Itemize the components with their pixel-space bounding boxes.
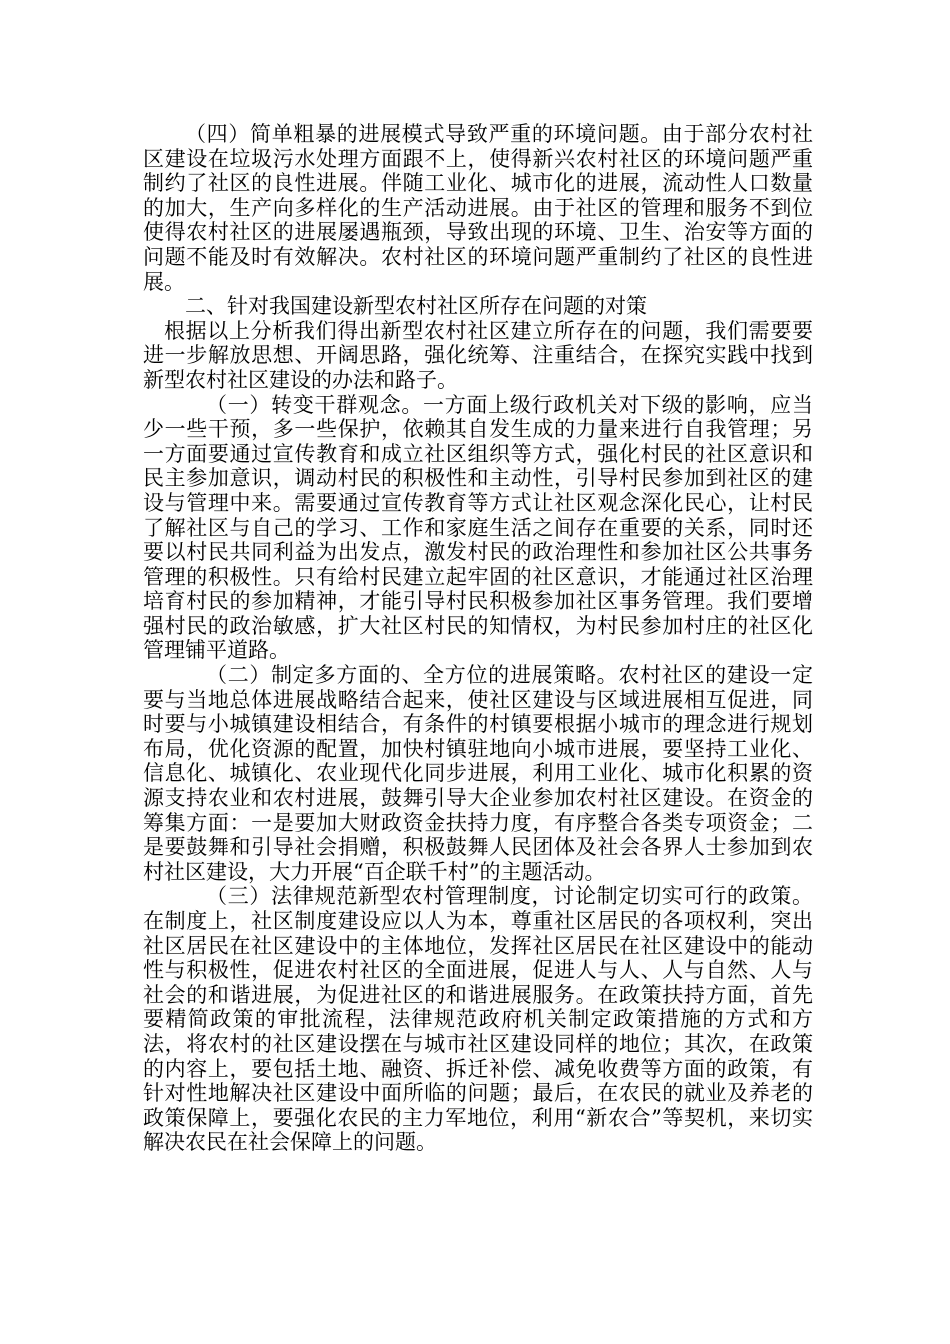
section-heading-two: 二、针对我国建设新型农村社区所存在问题的对策 bbox=[185, 294, 647, 319]
paragraph-section-four: （四）简单粗暴的进展模式导致严重的环境问题。由于部分农村社区建设在垃圾污水处理方面跟不上，使得新兴农村社区的环境问题严重制约了社区的良性进展。伴随工业化、城市化的进展，流动性人口数量的加大，生产向多样化的生产活动进展。由于社区的管理和服务不到位使得农村社区的进展屡遇瓶颈，导致出现的环境、卫生、治安等方面的问题不能及时有效解决。农村社区的环境问题严重制约了社区的良性进展。 bbox=[143, 122, 813, 294]
paragraph-intro: 根据以上分析我们得出新型农村社区建立所存在的问题，我们需要要进一步解放思想、开阔思路，强化统筹、注重结合，在探究实践中找到新型农村社区建设的办法和路子。 bbox=[143, 318, 813, 392]
paragraph-item-three: （三）法律规范新型农村管理制度，讨论制定切实可行的政策。在制度上，社区制度建设应以人为本，尊重社区居民的各项权利，突出社区居民在社区建设中的主体地位，发挥社区居民在社区建设中的能动性与积极性，促进农村社区的全面进展，促进人与人、人与自然、人与社会的和谐进展，为促进社区的和谐进展服务。在政策扶持方面，首先要精简政策的审批流程，法律规范政府机关制定政策措施的方式和方法，将农村的社区建设摆在与城市社区建设同样的地位；其次，在政策的内容上，要包括土地、融资、拆迁补偿、减免收费等方面的政策，有针对性地解决社区建设中面所临的问题；最后，在农民的就业及养老的政策保障上，要强化农民的主力军地位，利用“新农合”等契机，来切实解决农民在社会保障上的问题。 bbox=[143, 884, 813, 1155]
document-body bbox=[143, 122, 813, 1155]
paragraph-item-one: （一）转变干群观念。一方面上级行政机关对下级的影响，应当少一些干预，多一些保护，依赖其自发生成的力量来进行自我管理；另一方面要通过宣传教育和成立社区组织等方式，强化村民的社区意识和民主参加意识，调动村民的积极性和主动性，引导村民参加到社区的建设与管理中来。需要通过宣传教育等方式让社区观念深化民心，让村民了解社区与自己的学习、工作和家庭生活之间存在重要的关系，同时还要以村民共同利益为出发点，激发村民的政治理性和参加社区公共事务管理的积极性。只有给村民建立起牢固的社区意识，才能通过社区治理培育村民的参加精神，才能引导村民积极参加社区事务管理。我们要增强村民的政治敏感，扩大社区村民的知情权，为村民参加村庄的社区化管理铺平道路。 bbox=[143, 392, 813, 663]
paragraph-item-two: （二）制定多方面的、全方位的进展策略。农村社区的建设一定要与当地总体进展战略结合起来，使社区建设与区域进展相互促进，同时要与小城镇建设相结合，有条件的村镇要根据小城市的理念进行规划布局，优化资源的配置，加快村镇驻地向小城市进展，要坚持工业化、信息化、城镇化、农业现代化同步进展，利用工业化、城市化积累的资源支持农业和农村进展，鼓舞引导大企业参加农村社区建设。在资金的筹集方面：一是要加大财政资金扶持力度，有序整合各类专项资金；二是要鼓舞和引导社会捐赠，积极鼓舞人民团体及社会各界人士参加到农村社区建设，大力开展“百企联千村”的主题活动。 bbox=[143, 663, 813, 884]
